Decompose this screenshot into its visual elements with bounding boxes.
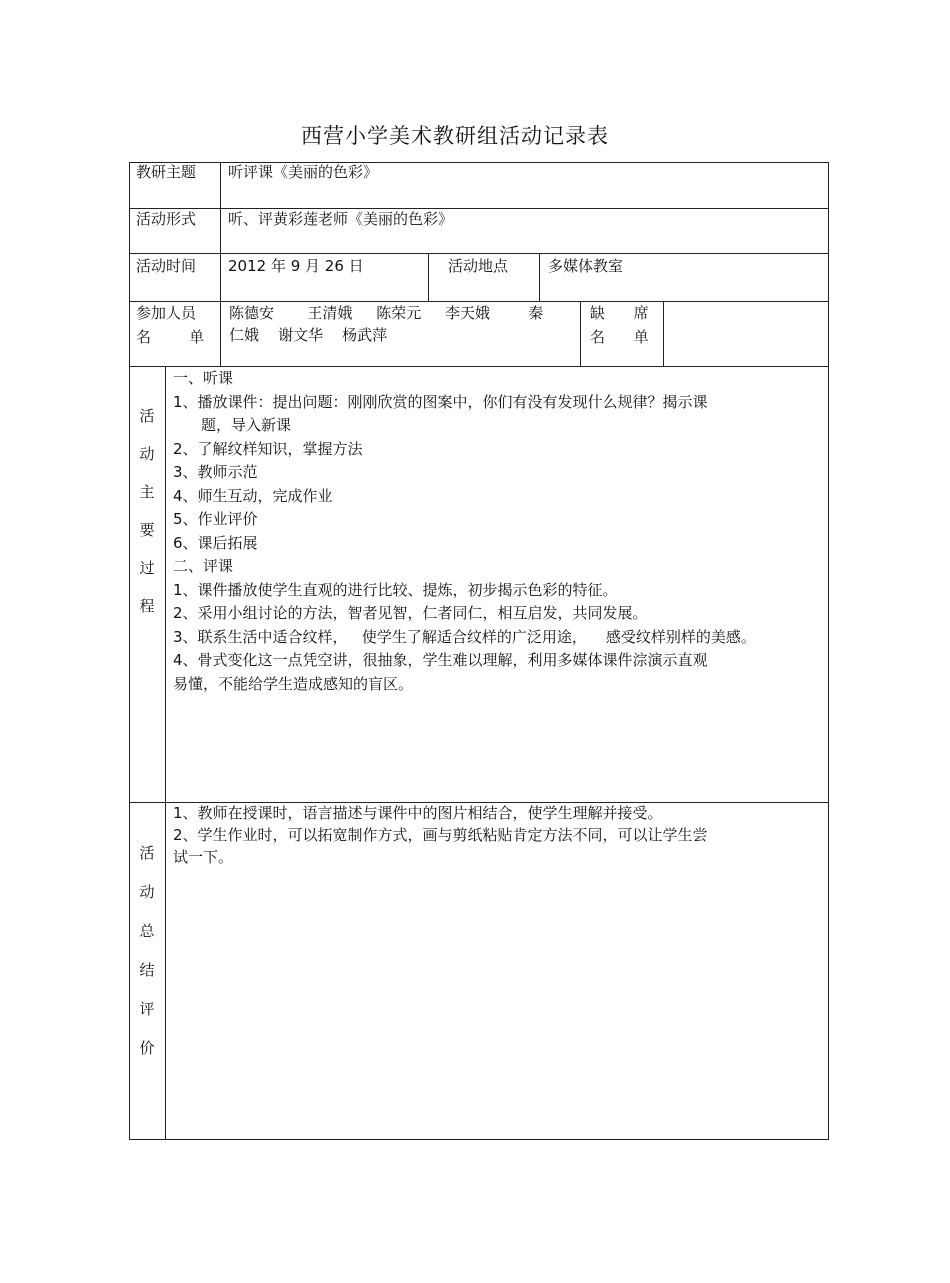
process-line: 4、骨式变化这一点凭空讲，很抽象，学生难以理解，利用多媒体课件淙演示直观 xyxy=(173,651,708,669)
summary-content xyxy=(173,802,708,868)
process-content xyxy=(173,367,756,696)
process-line: 6、课后拓展 xyxy=(173,533,258,552)
summary-label-char: 评 xyxy=(139,1000,155,1018)
participants-names: 陈德安 王清娥 陈荣元 李天娥 秦 xyxy=(229,304,544,322)
absent-label: 缺 席 xyxy=(590,304,649,322)
process-line: 1、课件播放使学生直观的进行比较、提炼，初步揭示色彩的特征。 xyxy=(173,580,618,599)
process-label-char: 要 xyxy=(139,521,155,539)
process-label-char: 动 xyxy=(139,445,155,463)
topic-label: 教研主题 xyxy=(136,163,197,181)
absent-divider xyxy=(580,301,581,366)
process-line: 题，导入新课 xyxy=(201,416,292,434)
participants-names: 仁娥 谢文华 杨武萍 xyxy=(229,326,388,344)
page-title: 西营小学美术教研组活动记录表 xyxy=(301,124,609,148)
form-value: 听、评黄彩莲老师《美丽的色彩》 xyxy=(228,210,454,228)
process-line: 一、听课 xyxy=(173,369,234,387)
summary-label-char: 动 xyxy=(139,883,155,901)
place-value: 多媒体教室 xyxy=(548,257,624,275)
summary-label-char: 总 xyxy=(139,922,155,940)
process-line: 二、评课 xyxy=(173,557,234,575)
process-label xyxy=(129,406,165,634)
process-line: 易懂，不能给学生造成感知的盲区。 xyxy=(173,674,414,693)
time-place-divider xyxy=(539,253,540,301)
participants-label: 名 单 xyxy=(136,328,205,346)
row-divider xyxy=(129,253,829,254)
process-label-char: 活 xyxy=(139,407,155,425)
process-label-char: 过 xyxy=(139,559,155,577)
process-line: 2、了解纹样知识，掌握方法 xyxy=(173,439,363,458)
process-line: 3、教师示范 xyxy=(173,463,258,481)
place-label: 活动地点 xyxy=(448,257,509,275)
summary-line: 2、学生作业时，可以拓宽制作方式，画与剪纸粘贴肯定方法不同，可以让学生尝 xyxy=(173,826,708,844)
time-value: 2012 年 9 月 26 日 xyxy=(228,257,364,275)
absent-divider xyxy=(663,301,664,366)
process-line: 3、联系生活中适合纹样， 使学生了解适合纹样的广泛用途， 感受纹样别样的美感。 xyxy=(173,627,756,646)
summary-label-char: 活 xyxy=(139,844,155,862)
time-label: 活动时间 xyxy=(136,257,197,275)
time-place-divider xyxy=(428,253,429,301)
process-line: 2、采用小组讨论的方法，智者见智，仁者同仁，相互启发，共同发展。 xyxy=(173,604,648,622)
participants-label: 参加人员 xyxy=(136,304,197,322)
section-label-divider xyxy=(165,366,166,1140)
summary-label xyxy=(129,843,165,1077)
summary-line: 试一下。 xyxy=(173,848,234,866)
label-column-divider xyxy=(220,162,221,366)
process-label-char: 主 xyxy=(139,483,155,501)
summary-label-char: 价 xyxy=(139,1039,155,1057)
process-line: 5、作业评价 xyxy=(173,510,258,528)
process-line: 1、播放课件：提出问题：刚刚欣赏的图案中，你们有没有发现什么规律？揭示课 xyxy=(173,392,708,411)
absent-label: 名 单 xyxy=(590,328,649,346)
summary-line: 1、教师在授课时，语言描述与课件中的图片相结合，使学生理解并接受。 xyxy=(173,804,663,822)
form-label: 活动形式 xyxy=(136,210,197,228)
process-line: 4、师生互动，完成作业 xyxy=(173,486,333,505)
process-label-char: 程 xyxy=(139,597,155,615)
summary-label-char: 结 xyxy=(139,961,155,979)
topic-value: 听评课《美丽的色彩》 xyxy=(228,163,379,181)
row-divider xyxy=(129,301,829,302)
